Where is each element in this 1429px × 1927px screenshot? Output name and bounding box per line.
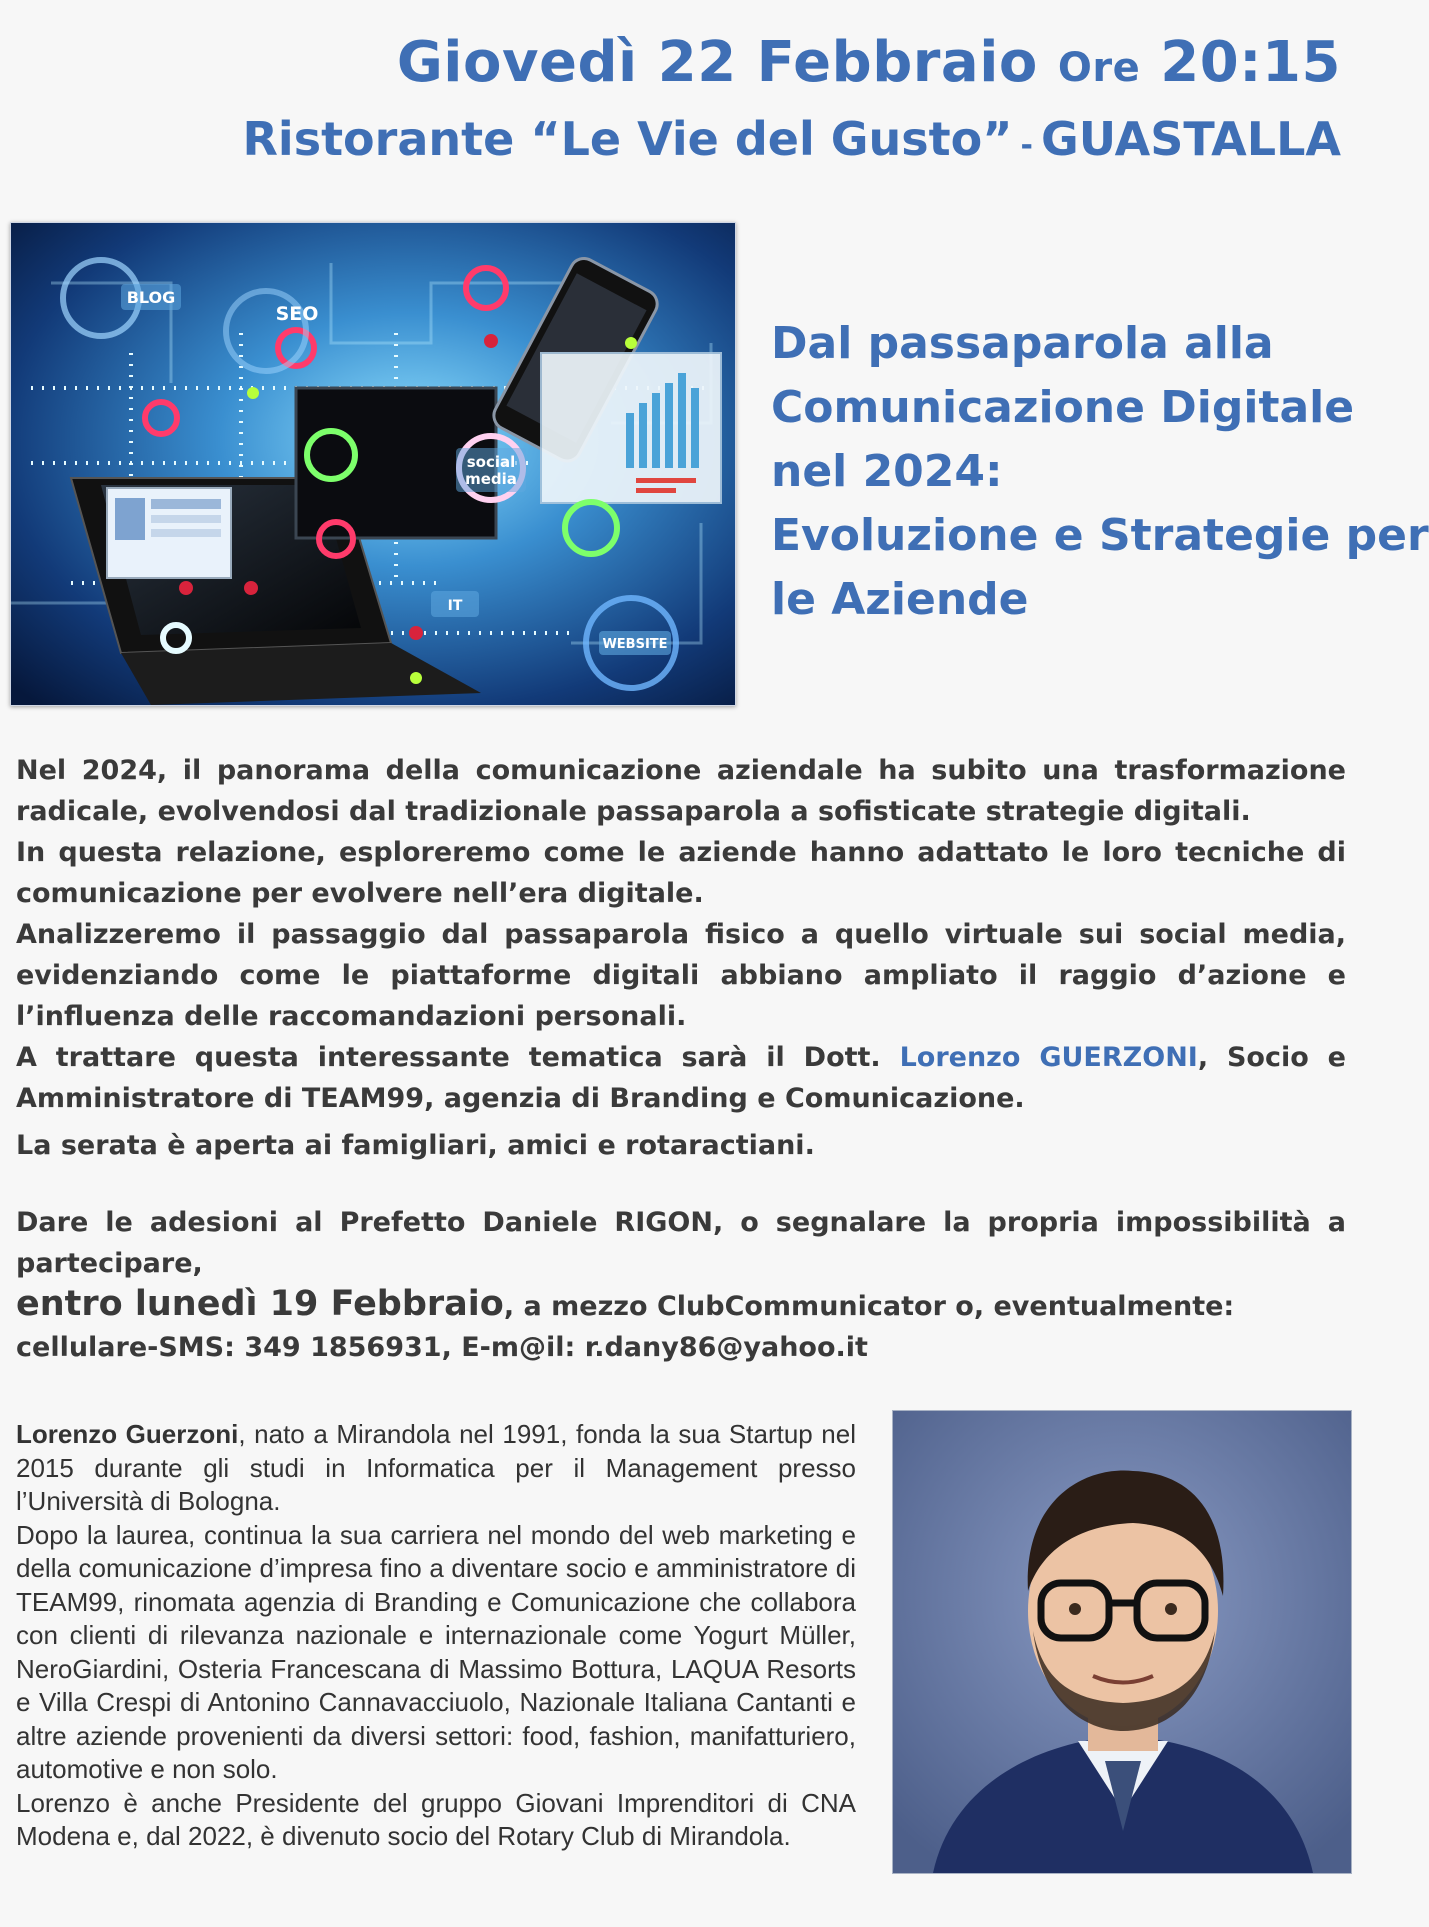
event-description	[16, 750, 1346, 1368]
title-line-1: Dal passaparola alla	[771, 318, 1274, 369]
label-seo: SEO	[275, 303, 319, 325]
label-media: media	[465, 470, 517, 488]
event-time: 20:15	[1160, 30, 1341, 95]
bio-paragraph-3: Lorenzo è anche Presidente del gruppo Giovani Imprenditori di CNA Modena e, dal 2022, è divenuto socio del Rotary Club di Mirandola.	[16, 1787, 856, 1851]
speaker-photo	[892, 1410, 1352, 1874]
ore-label: Ore	[1057, 45, 1141, 91]
venue-separator: -	[1020, 128, 1033, 163]
paragraph-serata: La serata è aperta ai famigliari, amici e rotaractiani.	[16, 1130, 815, 1161]
paragraph-relatore	[16, 1037, 1346, 1119]
relatore-intro: A trattare questa interessante tematica sarà il Dott.	[16, 1042, 881, 1073]
relatore-name: Lorenzo	[899, 1042, 1021, 1073]
relatore-role: , Socio e Amministratore di TEAM99, agenzia di Branding e Comunicazione.	[16, 1042, 1346, 1114]
label-it: IT	[447, 598, 463, 614]
bio-intro: , nato a Mirandola nel 1991, fonda la sua Startup nel 2015 durante gli studi in Informatica per il Management presso l’Università di Bologna.	[16, 1419, 857, 1516]
speaker-bio	[16, 1418, 856, 1854]
event-date-time	[397, 30, 1341, 95]
relatore-surname: GUERZONI	[1039, 1042, 1198, 1073]
adesioni-contacts: cellulare-SMS: 349 1856931, E-m@il: r.dany86@yahoo.it	[16, 1332, 868, 1363]
title-line-4: Evoluzione e Strategie per	[771, 510, 1429, 561]
paragraph-intro: Nel 2024, il panorama della comunicazione aziendale ha subito una trasformazione radicale, evolvendosi dal tradizionale passaparola a sofisticate strategie digitali.	[16, 755, 1346, 827]
digital-communication-illustration	[10, 222, 736, 706]
title-line-2: Comunicazione Digitale	[771, 382, 1355, 433]
label-website: WEBSITE	[602, 637, 668, 652]
bio-paragraph-2: Dopo la laurea, continua la sua carriera nel mondo del web marketing e della comunicazione d’impresa fino a diventare socio e amministratore di TEAM99, rinomata agenzia di Branding e Comunicazione che collabora con clienti di rilevanza nazionale e internazionale come Yogurt Müller, NeroGiardini, Osteria Francescana di Massimo Bottura, LAQUA Resorts e Villa Crespi di Antonino Cannavacciuolo, Nazionale Italiana Cantanti e altre aziende provenienti da diversi settori: food, fashion, manifatturiero, automotive e non solo.	[16, 1519, 856, 1784]
bio-name: Lorenzo Guerzoni	[16, 1419, 239, 1449]
event-venue	[243, 112, 1342, 166]
spacer	[16, 1166, 1346, 1202]
adesioni-deadline: entro lunedì 19 Febbraio	[16, 1284, 504, 1324]
title-line-3: nel 2024:	[771, 446, 1003, 497]
label-blog: BLOG	[126, 288, 176, 307]
adesioni-text: Dare le adesioni al Prefetto Daniele RIGON, o segnalare la propria impossibilità a partecipare,	[16, 1207, 1346, 1279]
talk-title	[771, 312, 1429, 632]
speaker-portrait	[893, 1411, 1351, 1873]
venue-name: Ristorante “Le Vie del Gusto”	[242, 112, 1013, 166]
adesioni-mezzo: , a mezzo ClubCommunicator o, eventualmente:	[503, 1291, 1235, 1322]
paragraph-adesioni	[16, 1202, 1346, 1368]
label-social: social	[466, 453, 516, 471]
event-date: Giovedì 22 Febbraio	[396, 30, 1038, 95]
bio-paragraph-1	[16, 1418, 856, 1519]
hero-svg	[11, 223, 735, 705]
paragraph-relazione: In questa relazione, esploreremo come le aziende hanno adattato le loro tecniche di comunicazione per evolvere nell’era digitale.	[16, 837, 1346, 909]
title-line-5: le Aziende	[771, 574, 1029, 625]
paragraph-analisi: Analizzeremo il passaggio dal passaparola fisico a quello virtuale sui social media, evidenziando come le piattaforme digitali abbiano ampliato il raggio d’azione e l’influenza delle raccomandazioni personali.	[16, 919, 1346, 1032]
venue-city: GUASTALLA	[1040, 112, 1341, 166]
